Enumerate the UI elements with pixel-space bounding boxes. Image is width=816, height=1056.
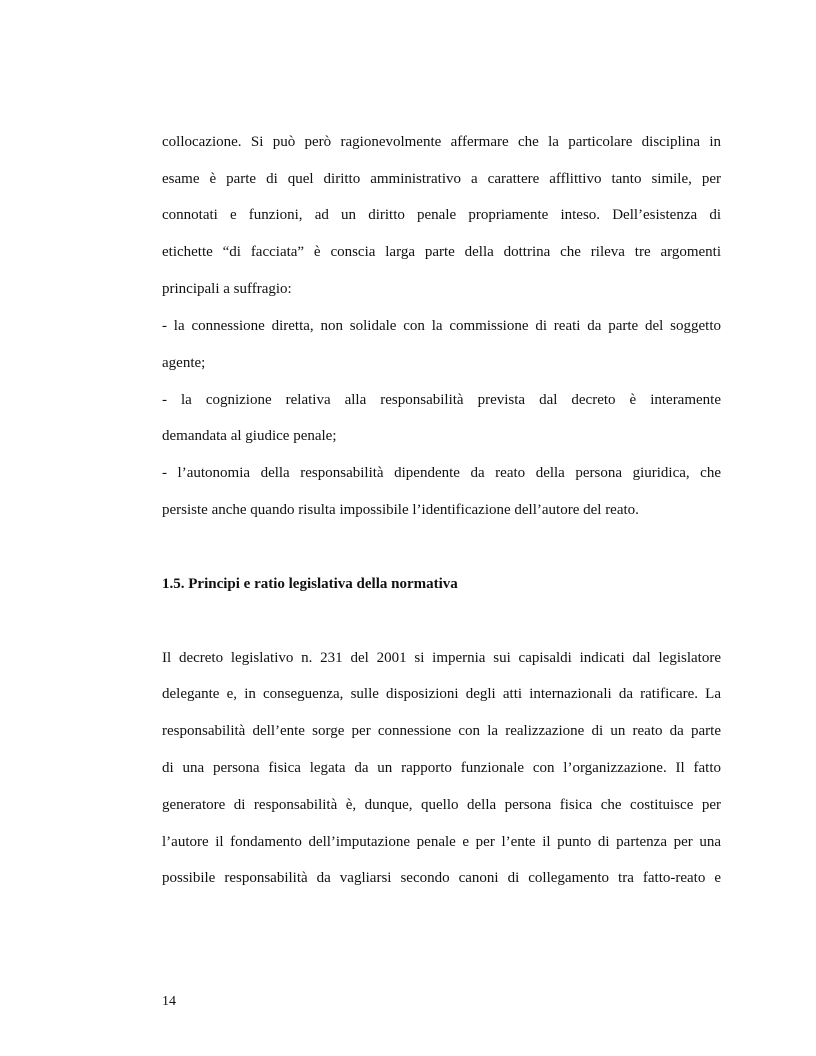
paragraph-line: collocazione. Si può però ragionevolmente affermare che la particolare disciplina in xyxy=(162,134,721,150)
section-heading: 1.5. Principi e ratio legislativa della normativa xyxy=(162,576,458,592)
list-item-line: - l’autonomia della responsabilità dipendente da reato della persona giuridica, che xyxy=(162,465,721,481)
paragraph-line: generatore di responsabilità è, dunque, quello della persona fisica che costituisce per xyxy=(162,797,721,813)
paragraph-line: etichette “di facciata” è conscia larga parte della dottrina che rileva tre argomenti xyxy=(162,244,721,260)
list-item-line: agente; xyxy=(162,355,206,371)
paragraph-line: responsabilità dell’ente sorge per connessione con la realizzazione di un reato da parte xyxy=(162,723,721,739)
paragraph-line: connotati e funzioni, ad un diritto penale propriamente inteso. Dell’esistenza di xyxy=(162,207,721,223)
paragraph-line: esame è parte di quel diritto amministrativo a carattere afflittivo tanto simile, per xyxy=(162,171,721,187)
list-item-line: - la connessione diretta, non solidale con la commissione di reati da parte del soggetto xyxy=(162,318,721,334)
list-item-line: persiste anche quando risulta impossibile l’identificazione dell’autore del reato. xyxy=(162,502,639,518)
list-item-line: demandata al giudice penale; xyxy=(162,428,337,444)
list-item-line: - la cognizione relativa alla responsabilità prevista dal decreto è interamente xyxy=(162,392,721,408)
paragraph-line: Il decreto legislativo n. 231 del 2001 si impernia sui capisaldi indicati dal legislatore xyxy=(162,650,721,666)
paragraph-line: delegante e, in conseguenza, sulle disposizioni degli atti internazionali da ratificare. La xyxy=(162,686,721,702)
paragraph-line: principali a suffragio: xyxy=(162,281,292,297)
paragraph-line: possibile responsabilità da vagliarsi secondo canoni di collegamento tra fatto-reato e xyxy=(162,870,721,886)
paragraph-line: di una persona fisica legata da un rapporto funzionale con l’organizzazione. Il fatto xyxy=(162,760,721,776)
paragraph-line: l’autore il fondamento dell’imputazione penale e per l’ente il punto di partenza per una xyxy=(162,834,721,850)
page-number: 14 xyxy=(162,994,176,1009)
